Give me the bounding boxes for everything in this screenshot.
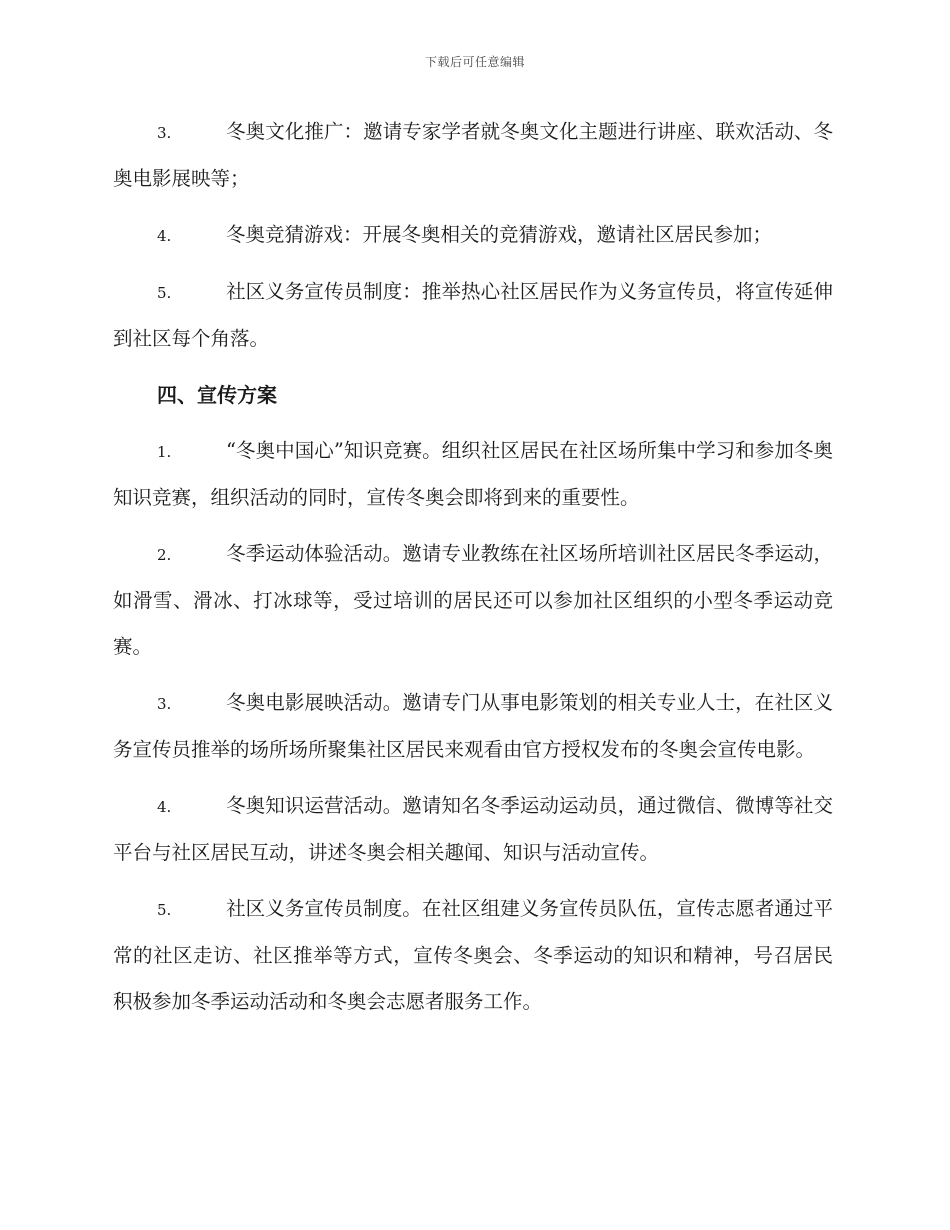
- page-header-note: 下载后可任意编辑: [424, 55, 525, 69]
- list-item: [113, 783, 833, 876]
- list-item-number: 3.: [157, 124, 172, 142]
- list-item-number: 4.: [157, 227, 172, 245]
- list-item: [113, 680, 833, 773]
- list-item-text: 冬奥文化推广：邀请专家学者就冬奥文化主题进行讲座、联欢活动、冬奥电影展映等；: [113, 120, 833, 190]
- list-item-text: 冬奥电影展映活动。邀请专门从事电影策划的相关专业人士，在社区义务宣传员推举的场所场所聚集社区居民来观看由官方授权发布的冬奥会宣传电影。: [113, 691, 833, 761]
- list-item: [113, 428, 833, 521]
- list-item-text: 冬季运动体验活动。邀请专业教练在社区场所培训社区居民冬季运动，如滑雪、滑冰、打冰球等，受过培训的居民还可以参加社区组织的小型冬季运动竞赛。: [113, 542, 833, 658]
- list-item: [113, 269, 833, 362]
- list-item-number: 1.: [157, 443, 172, 461]
- list-item: [113, 886, 833, 1025]
- list-item-number: 2.: [157, 546, 172, 564]
- list-item-number: 5.: [157, 901, 172, 919]
- list-item-text: 冬奥竞猜游戏：开展冬奥相关的竞猜游戏，邀请社区居民参加；: [226, 223, 773, 246]
- list-item-number: 3.: [157, 695, 172, 713]
- document-body: [113, 109, 833, 1035]
- list-item-text: “冬奥中国心”知识竞赛。组织社区居民在社区场所集中学习和参加冬奥知识竞赛，组织活动的同时，宣传冬奥会即将到来的重要性。: [113, 439, 833, 509]
- list-item-text: 冬奥知识运营活动。邀请知名冬季运动运动员，通过微信、微博等社交平台与社区居民互动，讲述冬奥会相关趣闻、知识与活动宣传。: [113, 794, 833, 864]
- section-heading: 四、宣传方案: [157, 383, 277, 407]
- list-item-text: 社区义务宣传员制度：推举热心社区居民作为义务宣传员，将宣传延伸到社区每个角落。: [113, 280, 833, 350]
- list-item-number: 4.: [157, 798, 172, 816]
- list-item: [113, 109, 833, 202]
- list-item-number: 5.: [157, 284, 172, 302]
- list-item-text: 社区义务宣传员制度。在社区组建义务宣传员队伍，宣传志愿者通过平常的社区走访、社区推举等方式，宣传冬奥会、冬季运动的知识和精神，号召居民积极参加冬季运动活动和冬奥会志愿者服务工作。: [113, 897, 833, 1013]
- list-item: [113, 212, 833, 259]
- list-item: [113, 531, 833, 670]
